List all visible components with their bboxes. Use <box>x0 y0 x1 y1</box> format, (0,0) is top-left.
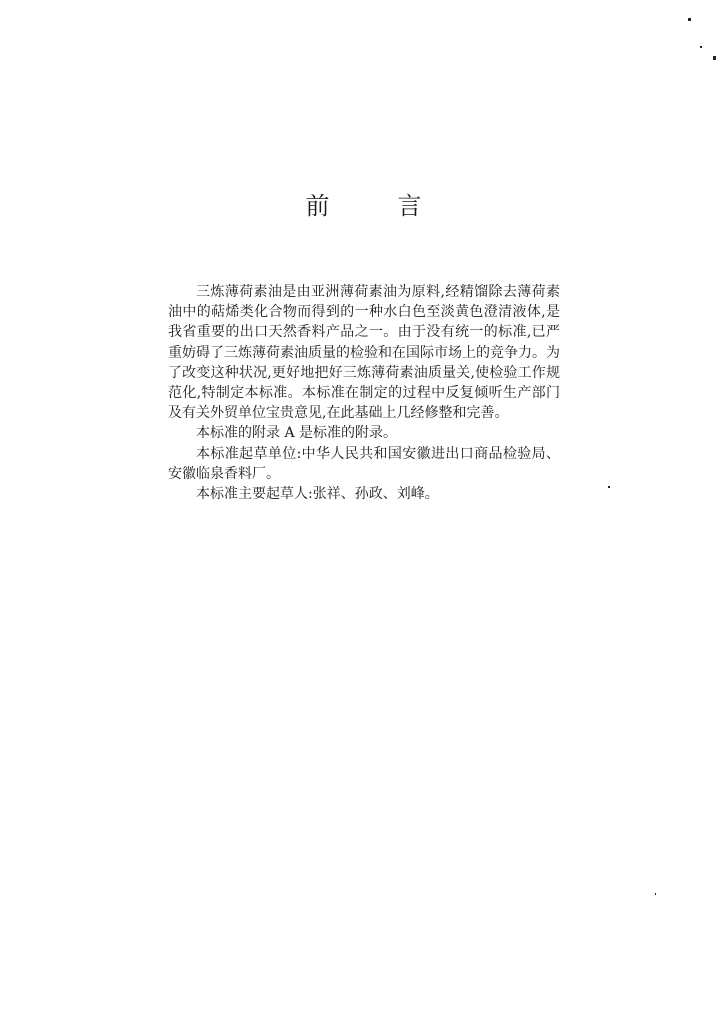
scan-speck <box>688 18 691 21</box>
heading-char-left: 前 <box>305 192 330 220</box>
heading-char-right: 言 <box>397 192 422 220</box>
scan-speck <box>655 893 656 895</box>
scan-speck <box>608 486 610 488</box>
heading-gap <box>330 186 398 221</box>
scan-speck <box>713 56 716 60</box>
paragraph-drafting-units: 本标准起草单位:中华人民共和国安徽进出口商品检验局、安徽临泉香料厂。 <box>168 445 560 482</box>
preface-body <box>168 282 560 504</box>
paragraph-intro: 三炼薄荷素油是由亚洲薄荷素油为原料,经精馏除去薄荷素油中的萜烯类化合物而得到的一种水白色至淡黄色澄清液体,是我省重要的出口天然香料产品之一。由于没有统一的标准,已严重妨碍了三炼薄荷素油质量的检验和在国际市场上的竞争力。为了改变这种状况,更好地把好三炼薄荷素油质量关,使检验工作规范化,特制定本标准。本标准在制定的过程中反复倾听生产部门及有关外贸单位宝贵意见,在此基础上几经修整和完善。 <box>168 284 560 422</box>
preface-heading <box>0 186 727 221</box>
paragraph-appendix: 本标准的附录 A 是标准的附录。 <box>196 425 398 442</box>
scan-speck <box>700 46 702 48</box>
paragraph-drafters: 本标准主要起草人:张祥、孙政、刘峰。 <box>196 486 439 503</box>
